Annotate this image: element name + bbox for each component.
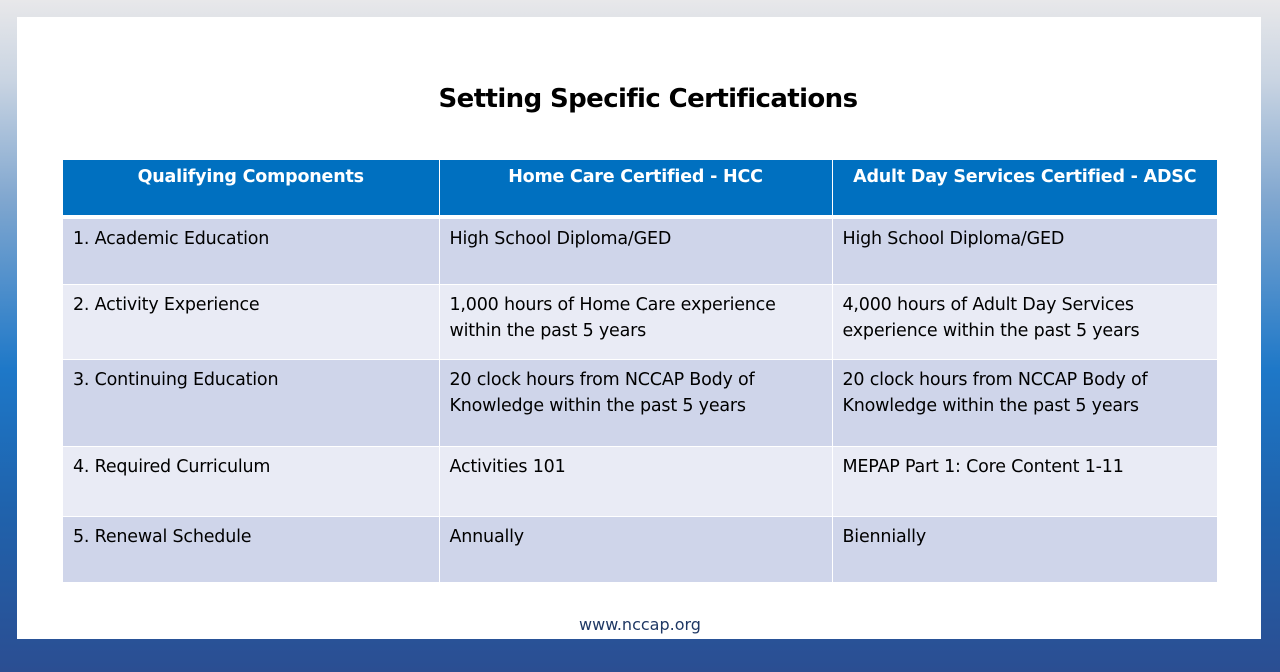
footer-website-link[interactable]: www.nccap.org [579, 615, 701, 634]
cell-adsc: 4,000 hours of Adult Day Services experience within the past 5 years [832, 284, 1217, 359]
cell-adsc: High School Diploma/GED [832, 217, 1217, 284]
cell-adsc: MEPAP Part 1: Core Content 1-11 [832, 446, 1217, 516]
header-adult-day-services-certified: Adult Day Services Certified - ADSC [832, 160, 1217, 217]
cell-hcc: 1,000 hours of Home Care experience within the past 5 years [439, 284, 832, 359]
table-row [63, 446, 1217, 516]
cell-component: 5. Renewal Schedule [63, 516, 439, 582]
table-row [63, 516, 1217, 582]
table-row [63, 217, 1217, 284]
cell-adsc: 20 clock hours from NCCAP Body of Knowledge within the past 5 years [832, 359, 1217, 446]
cell-component: 3. Continuing Education [63, 359, 439, 446]
cell-component: 2. Activity Experience [63, 284, 439, 359]
page-title: Setting Specific Certifications [438, 84, 858, 114]
table-row [63, 359, 1217, 446]
cell-hcc: Annually [439, 516, 832, 582]
header-qualifying-components: Qualifying Components [63, 160, 439, 217]
table-row [63, 284, 1217, 359]
table-header-row [63, 160, 1217, 217]
cell-hcc: High School Diploma/GED [439, 217, 832, 284]
header-home-care-certified: Home Care Certified - HCC [439, 160, 832, 217]
cell-hcc: Activities 101 [439, 446, 832, 516]
certifications-table [63, 160, 1217, 583]
cell-adsc: Biennially [832, 516, 1217, 582]
cell-component: 1. Academic Education [63, 217, 439, 284]
cell-component: 4. Required Curriculum [63, 446, 439, 516]
cell-hcc: 20 clock hours from NCCAP Body of Knowledge within the past 5 years [439, 359, 832, 446]
